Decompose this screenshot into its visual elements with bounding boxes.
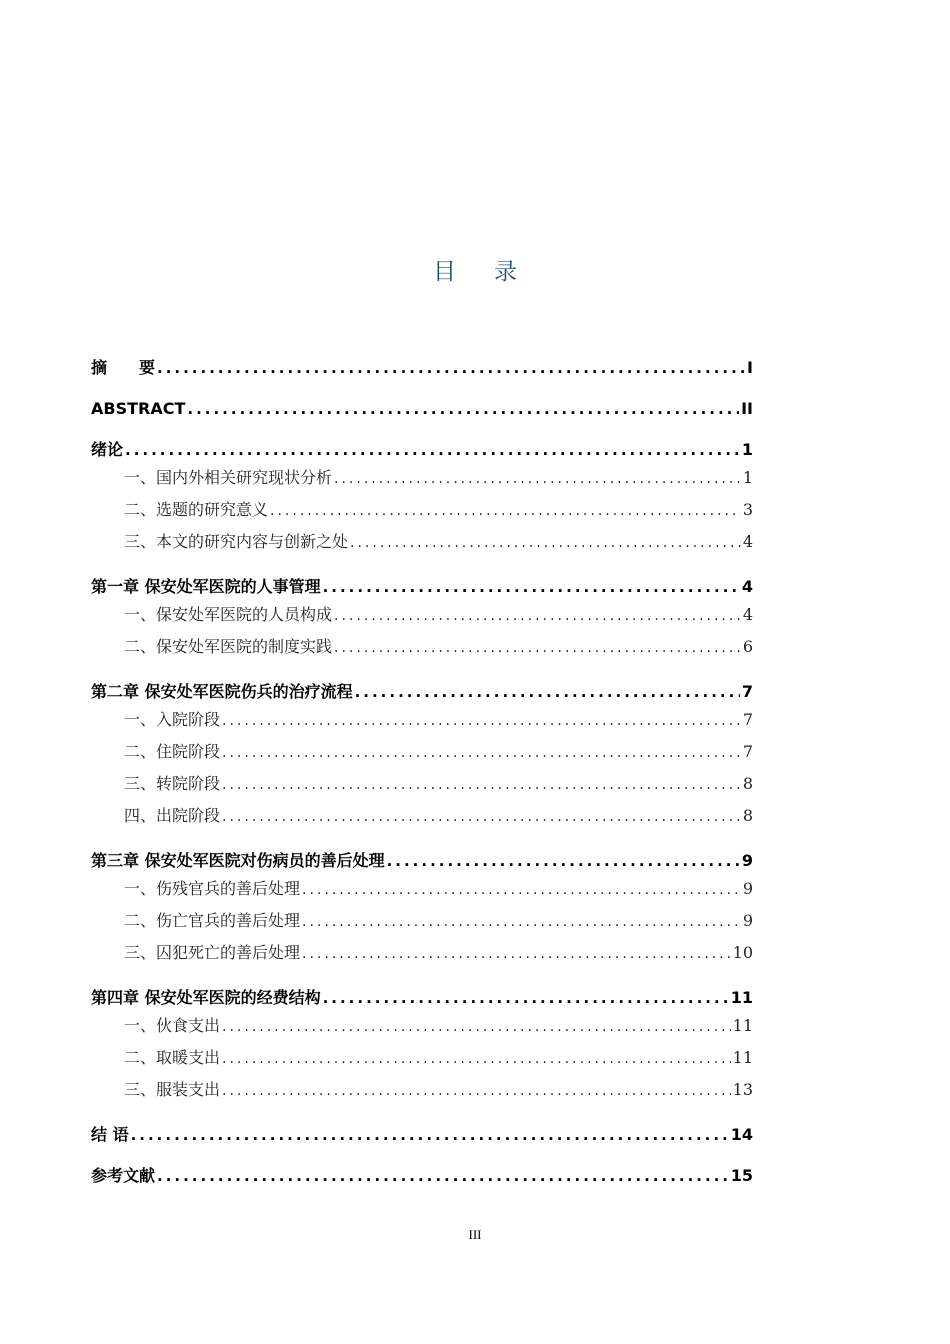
toc-entry-label: 三、本文的研究内容与创新之处 bbox=[124, 532, 349, 551]
toc-dot-leader bbox=[157, 1164, 729, 1188]
toc-dot-leader bbox=[350, 527, 741, 558]
toc-title: 目录 bbox=[433, 259, 555, 285]
toc-dot-leader bbox=[355, 680, 740, 704]
toc-section-entry[interactable] bbox=[91, 1074, 753, 1106]
toc-entry-page-number: 11 bbox=[730, 988, 753, 1007]
toc-dot-leader bbox=[222, 705, 741, 736]
toc-dot-leader bbox=[334, 632, 741, 663]
toc-dot-leader bbox=[125, 438, 740, 462]
toc-entry-label: 结 语 bbox=[91, 1125, 129, 1144]
toc-entry-page-number: 7 bbox=[741, 682, 753, 701]
toc-entry-label: 二、伤亡官兵的善后处理 bbox=[124, 911, 301, 930]
toc-entry-label: 三、服装支出 bbox=[124, 1080, 221, 1099]
toc-entry-label: 绪论 bbox=[91, 440, 124, 459]
toc-entry-page-number: 15 bbox=[730, 1166, 753, 1185]
toc-dot-leader bbox=[302, 906, 741, 937]
toc-entry-page-number: 9 bbox=[742, 911, 753, 930]
toc-section-entry[interactable] bbox=[91, 599, 753, 631]
toc-entry-label: ABSTRACT bbox=[91, 399, 186, 418]
toc-chapter-entry[interactable] bbox=[91, 680, 753, 704]
toc-section-entry[interactable] bbox=[91, 905, 753, 937]
toc-chapter-entry[interactable] bbox=[91, 356, 753, 380]
toc-entry-label: 二、选题的研究意义 bbox=[124, 500, 269, 519]
toc-entry-page-number: 1 bbox=[742, 468, 753, 487]
toc-chapter-entry[interactable] bbox=[91, 575, 753, 599]
toc-entry-label: 二、住院阶段 bbox=[124, 742, 221, 761]
toc-section-entry[interactable] bbox=[91, 704, 753, 736]
footer-page-number: III bbox=[468, 1227, 482, 1242]
toc-entry-page-number: I bbox=[747, 358, 753, 377]
toc-section-entry[interactable] bbox=[91, 494, 753, 526]
toc-dot-leader bbox=[222, 1043, 731, 1074]
toc-dot-leader bbox=[334, 463, 741, 494]
toc-dot-leader bbox=[222, 801, 741, 832]
toc-entry-page-number: 7 bbox=[742, 710, 753, 729]
toc-section-entry[interactable] bbox=[91, 800, 753, 832]
toc-entry-page-number: 9 bbox=[742, 879, 753, 898]
toc-dot-leader bbox=[222, 1075, 731, 1106]
toc-dot-leader bbox=[187, 397, 739, 421]
toc-entry-page-number: 7 bbox=[742, 742, 753, 761]
toc-entry-label: 二、取暖支出 bbox=[124, 1048, 221, 1067]
toc-section-entry[interactable] bbox=[91, 462, 753, 494]
toc-entry-label: 四、出院阶段 bbox=[124, 806, 221, 825]
toc-section-entry[interactable] bbox=[91, 526, 753, 558]
toc-section-entry[interactable] bbox=[91, 1042, 753, 1074]
toc-dot-leader bbox=[323, 986, 729, 1010]
toc-entry-label: 摘 要 bbox=[91, 358, 156, 377]
toc-entry-label: 第三章 保安处军医院对伤病员的善后处理 bbox=[91, 851, 385, 870]
toc-dot-leader bbox=[222, 737, 741, 768]
toc-entry-page-number: 3 bbox=[742, 500, 753, 519]
toc-dot-leader bbox=[323, 575, 740, 599]
toc-entry-page-number: 13 bbox=[732, 1080, 753, 1099]
toc-dot-leader bbox=[302, 874, 741, 905]
toc-entry-label: 二、保安处军医院的制度实践 bbox=[124, 637, 333, 656]
toc-entry-label: 第一章 保安处军医院的人事管理 bbox=[91, 577, 321, 596]
toc-entry-label: 第四章 保安处军医院的经费结构 bbox=[91, 988, 321, 1007]
toc-dot-leader bbox=[387, 849, 740, 873]
toc-chapter-entry[interactable] bbox=[91, 1123, 753, 1147]
toc-dot-leader bbox=[131, 1123, 729, 1147]
toc-entry-page-number: 4 bbox=[742, 605, 753, 624]
toc-dot-leader bbox=[222, 1011, 731, 1042]
toc-section-entry[interactable] bbox=[91, 768, 753, 800]
toc-entry-page-number: II bbox=[741, 399, 753, 418]
toc-dot-leader bbox=[334, 600, 741, 631]
toc-dot-leader bbox=[157, 356, 745, 380]
toc-section-entry[interactable] bbox=[91, 736, 753, 768]
toc-entry-label: 一、保安处军医院的人员构成 bbox=[124, 605, 333, 624]
toc-entry-page-number: 1 bbox=[741, 440, 753, 459]
toc-entry-label: 参考文献 bbox=[91, 1166, 156, 1185]
toc-chapter-entry[interactable] bbox=[91, 1164, 753, 1188]
toc-section-entry[interactable] bbox=[91, 937, 753, 969]
toc-entry-label: 三、囚犯死亡的善后处理 bbox=[124, 943, 301, 962]
toc-section-entry[interactable] bbox=[91, 631, 753, 663]
table-of-contents bbox=[91, 350, 753, 1188]
toc-entry-label: 一、国内外相关研究现状分析 bbox=[124, 468, 333, 487]
toc-dot-leader bbox=[222, 769, 741, 800]
toc-entry-label: 一、伙食支出 bbox=[124, 1016, 221, 1035]
toc-dot-leader bbox=[270, 495, 741, 526]
toc-entry-page-number: 10 bbox=[732, 943, 753, 962]
toc-entry-page-number: 8 bbox=[742, 806, 753, 825]
toc-entry-page-number: 9 bbox=[741, 851, 753, 870]
toc-section-entry[interactable] bbox=[91, 873, 753, 905]
toc-chapter-entry[interactable] bbox=[91, 397, 753, 421]
toc-entry-page-number: 11 bbox=[732, 1048, 753, 1067]
toc-section-entry[interactable] bbox=[91, 1010, 753, 1042]
toc-entry-page-number: 14 bbox=[730, 1125, 753, 1144]
toc-entry-page-number: 4 bbox=[741, 577, 753, 596]
toc-entry-page-number: 6 bbox=[742, 637, 753, 656]
toc-dot-leader bbox=[302, 938, 731, 969]
toc-entry-page-number: 8 bbox=[742, 774, 753, 793]
toc-entry-page-number: 11 bbox=[732, 1016, 753, 1035]
toc-entry-label: 第二章 保安处军医院伤兵的治疗流程 bbox=[91, 682, 353, 701]
toc-entry-page-number: 4 bbox=[742, 532, 753, 551]
toc-entry-label: 一、入院阶段 bbox=[124, 710, 221, 729]
toc-entry-label: 三、转院阶段 bbox=[124, 774, 221, 793]
toc-entry-label: 一、伤残官兵的善后处理 bbox=[124, 879, 301, 898]
toc-chapter-entry[interactable] bbox=[91, 986, 753, 1010]
toc-chapter-entry[interactable] bbox=[91, 438, 753, 462]
toc-chapter-entry[interactable] bbox=[91, 849, 753, 873]
